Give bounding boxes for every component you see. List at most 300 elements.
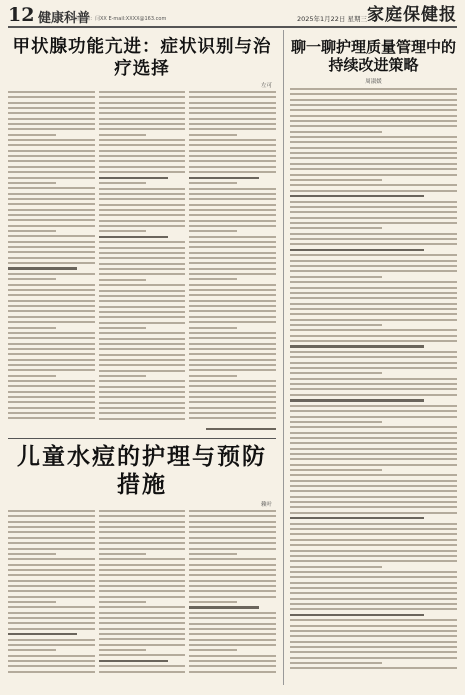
text-line bbox=[290, 254, 457, 256]
text-line bbox=[290, 437, 457, 439]
text-line bbox=[8, 284, 95, 286]
text-line bbox=[189, 193, 276, 195]
text-line bbox=[290, 324, 382, 326]
text-line bbox=[99, 150, 186, 152]
text-line bbox=[290, 388, 457, 390]
subheading-line bbox=[290, 399, 424, 401]
text-line bbox=[99, 311, 186, 313]
text-line bbox=[290, 635, 457, 637]
text-line bbox=[290, 362, 457, 364]
text-line bbox=[290, 512, 457, 514]
text-line bbox=[290, 351, 457, 353]
text-line bbox=[8, 655, 95, 657]
text-line bbox=[189, 155, 276, 157]
text-line bbox=[8, 144, 95, 146]
text-line bbox=[290, 115, 457, 117]
text-line bbox=[189, 198, 276, 200]
text-line bbox=[99, 198, 186, 200]
text-line bbox=[290, 651, 457, 653]
text-line bbox=[290, 485, 457, 487]
text-line bbox=[8, 257, 95, 259]
text-line bbox=[189, 118, 276, 120]
subheading-line bbox=[99, 660, 168, 662]
article-1-col-3 bbox=[189, 91, 276, 423]
text-line bbox=[8, 537, 95, 539]
text-line bbox=[8, 177, 95, 179]
text-line bbox=[290, 571, 457, 573]
text-line bbox=[290, 131, 382, 133]
text-line bbox=[189, 558, 276, 560]
text-line bbox=[99, 343, 186, 345]
text-line bbox=[99, 166, 186, 168]
text-line bbox=[290, 469, 382, 471]
text-line bbox=[8, 230, 56, 232]
text-line bbox=[189, 337, 276, 339]
text-line bbox=[99, 96, 186, 98]
text-line bbox=[99, 268, 186, 270]
text-line bbox=[290, 281, 457, 283]
text-line bbox=[290, 238, 457, 240]
text-line bbox=[8, 622, 95, 624]
text-line bbox=[290, 313, 457, 315]
text-line bbox=[99, 526, 186, 528]
text-line bbox=[8, 310, 95, 312]
text-line bbox=[8, 569, 95, 571]
subheading-line bbox=[290, 517, 424, 519]
text-line bbox=[99, 214, 186, 216]
text-line bbox=[99, 633, 186, 635]
left-column-area bbox=[8, 30, 276, 685]
text-line bbox=[8, 558, 95, 560]
text-line bbox=[189, 655, 276, 657]
text-line bbox=[290, 329, 457, 331]
text-line bbox=[290, 405, 457, 407]
article-2-col-2 bbox=[99, 510, 186, 676]
article-1-col-2 bbox=[99, 91, 186, 423]
text-line bbox=[290, 667, 457, 669]
text-line bbox=[99, 348, 186, 350]
text-line bbox=[99, 375, 147, 377]
text-line bbox=[290, 367, 457, 369]
text-line bbox=[189, 343, 276, 345]
text-line bbox=[189, 332, 276, 334]
text-line bbox=[189, 585, 276, 587]
text-line bbox=[8, 203, 95, 205]
text-line bbox=[99, 590, 186, 592]
text-line bbox=[99, 412, 186, 414]
text-line bbox=[99, 585, 186, 587]
text-line bbox=[8, 171, 95, 173]
text-line bbox=[99, 257, 186, 259]
text-line bbox=[99, 118, 186, 120]
text-line bbox=[8, 214, 95, 216]
text-line bbox=[8, 417, 95, 419]
text-line bbox=[99, 193, 186, 195]
text-line bbox=[290, 163, 457, 165]
text-line bbox=[290, 608, 457, 610]
text-line bbox=[290, 598, 457, 600]
text-line bbox=[189, 417, 276, 419]
text-line bbox=[290, 168, 457, 170]
text-line bbox=[99, 574, 186, 576]
page-number: 12 bbox=[8, 4, 35, 26]
text-line bbox=[189, 665, 276, 667]
text-line bbox=[189, 166, 276, 168]
text-line bbox=[290, 630, 457, 632]
text-line bbox=[290, 657, 457, 659]
subheading-line bbox=[8, 633, 77, 635]
text-line bbox=[8, 396, 95, 398]
text-line bbox=[99, 564, 186, 566]
text-line bbox=[189, 617, 276, 619]
text-line bbox=[290, 372, 382, 374]
text-line bbox=[99, 300, 186, 302]
text-line bbox=[290, 265, 457, 267]
subheading-line bbox=[290, 614, 424, 616]
text-line bbox=[8, 585, 95, 587]
text-line bbox=[290, 93, 457, 95]
text-line bbox=[189, 401, 276, 403]
text-line bbox=[290, 582, 457, 584]
text-line bbox=[99, 638, 186, 640]
text-line bbox=[8, 628, 95, 630]
subheading-line bbox=[189, 606, 258, 608]
text-line bbox=[290, 662, 382, 664]
text-line bbox=[290, 270, 457, 272]
text-line bbox=[99, 553, 147, 555]
text-line bbox=[189, 102, 276, 104]
article-3-title-line-2: 持续改进策略 bbox=[328, 56, 419, 74]
text-line bbox=[99, 654, 186, 656]
text-line bbox=[189, 91, 276, 93]
text-line bbox=[99, 338, 186, 340]
text-line bbox=[8, 412, 95, 414]
text-line bbox=[290, 201, 457, 203]
text-line bbox=[8, 278, 56, 280]
text-line bbox=[99, 284, 186, 286]
text-line bbox=[99, 580, 186, 582]
text-line bbox=[99, 247, 186, 249]
text-line bbox=[99, 327, 147, 329]
text-line bbox=[99, 316, 186, 318]
text-line bbox=[290, 592, 457, 594]
text-line bbox=[8, 353, 95, 355]
text-line bbox=[99, 182, 147, 184]
text-line bbox=[8, 510, 95, 512]
text-line bbox=[99, 225, 186, 227]
text-line bbox=[8, 606, 95, 608]
text-line bbox=[8, 193, 95, 195]
subheading-line bbox=[8, 267, 77, 269]
text-line bbox=[99, 644, 186, 646]
text-line bbox=[99, 91, 186, 93]
text-line bbox=[8, 639, 95, 641]
text-line bbox=[290, 184, 457, 186]
text-line bbox=[189, 214, 276, 216]
text-line bbox=[290, 276, 382, 278]
text-line bbox=[8, 526, 95, 528]
text-line bbox=[290, 227, 382, 229]
text-line bbox=[290, 319, 457, 321]
text-line bbox=[290, 496, 457, 498]
text-line bbox=[99, 628, 186, 630]
text-line bbox=[290, 523, 457, 525]
text-line bbox=[99, 569, 186, 571]
article-1-byline: 左可 bbox=[260, 83, 272, 89]
text-line bbox=[189, 230, 237, 232]
text-line bbox=[290, 464, 457, 466]
text-line bbox=[189, 526, 276, 528]
text-line bbox=[189, 380, 276, 382]
text-line bbox=[99, 112, 186, 114]
text-line bbox=[189, 182, 237, 184]
text-line bbox=[189, 601, 237, 603]
text-line bbox=[8, 327, 56, 329]
text-line bbox=[290, 297, 457, 299]
text-line bbox=[8, 294, 95, 296]
text-line bbox=[8, 219, 95, 221]
text-line bbox=[99, 665, 186, 667]
text-line bbox=[189, 160, 276, 162]
text-line bbox=[189, 294, 276, 296]
text-line bbox=[290, 619, 457, 621]
text-line bbox=[8, 564, 95, 566]
text-line bbox=[290, 533, 457, 535]
text-line bbox=[8, 134, 56, 136]
text-line bbox=[8, 385, 95, 387]
text-line bbox=[189, 321, 276, 323]
text-line bbox=[189, 150, 276, 152]
text-line bbox=[99, 601, 147, 603]
text-line bbox=[189, 569, 276, 571]
text-line bbox=[99, 396, 186, 398]
text-line bbox=[8, 364, 95, 366]
text-line bbox=[8, 155, 95, 157]
text-line bbox=[99, 606, 186, 608]
text-line bbox=[8, 187, 95, 189]
text-line bbox=[8, 107, 95, 109]
text-line bbox=[99, 649, 147, 651]
text-line bbox=[99, 617, 186, 619]
text-line bbox=[99, 128, 186, 130]
text-line bbox=[189, 123, 276, 125]
text-line bbox=[99, 402, 186, 404]
text-line bbox=[8, 182, 56, 184]
text-line bbox=[290, 120, 457, 122]
text-line bbox=[99, 252, 186, 254]
text-line bbox=[8, 262, 95, 264]
text-line bbox=[290, 474, 457, 476]
article-2-title: 儿童水痘的护理与预防措施 bbox=[17, 443, 267, 499]
text-line bbox=[290, 603, 457, 605]
text-line bbox=[99, 230, 147, 232]
text-line bbox=[99, 542, 186, 544]
article-1-footnote bbox=[8, 426, 276, 432]
text-line bbox=[290, 152, 457, 154]
text-line bbox=[290, 448, 457, 450]
text-line bbox=[8, 660, 95, 662]
text-line bbox=[290, 544, 457, 546]
text-line bbox=[189, 671, 276, 673]
text-line bbox=[99, 306, 186, 308]
text-line bbox=[189, 144, 276, 146]
text-line bbox=[8, 521, 95, 523]
text-line bbox=[189, 112, 276, 114]
text-line bbox=[99, 354, 186, 356]
text-line bbox=[290, 109, 457, 111]
text-line bbox=[8, 160, 95, 162]
text-line bbox=[189, 359, 276, 361]
text-line bbox=[8, 612, 95, 614]
text-line bbox=[99, 359, 186, 361]
text-line bbox=[8, 348, 95, 350]
text-line bbox=[8, 596, 95, 598]
text-line bbox=[290, 383, 457, 385]
text-line bbox=[99, 364, 186, 366]
text-line bbox=[189, 396, 276, 398]
text-line bbox=[290, 356, 457, 358]
right-column-area bbox=[283, 30, 457, 685]
text-line bbox=[99, 139, 186, 141]
text-line bbox=[290, 99, 457, 101]
text-line bbox=[8, 273, 95, 275]
text-line bbox=[189, 268, 276, 270]
text-line bbox=[290, 641, 457, 643]
text-line bbox=[99, 102, 186, 104]
text-line bbox=[8, 574, 95, 576]
text-line bbox=[189, 300, 276, 302]
text-line bbox=[290, 217, 457, 219]
text-line bbox=[189, 188, 276, 190]
text-line bbox=[189, 407, 276, 409]
text-line bbox=[290, 104, 457, 106]
text-line bbox=[290, 539, 457, 541]
text-line bbox=[189, 241, 276, 243]
text-line bbox=[189, 284, 276, 286]
text-line bbox=[8, 515, 95, 517]
text-line bbox=[189, 391, 276, 393]
text-line bbox=[99, 332, 186, 334]
text-line bbox=[290, 233, 457, 235]
text-line bbox=[189, 590, 276, 592]
text-line bbox=[99, 612, 186, 614]
text-line bbox=[290, 136, 457, 138]
subheading-line bbox=[189, 177, 258, 179]
text-line bbox=[8, 590, 95, 592]
text-line bbox=[189, 252, 276, 254]
text-line bbox=[99, 386, 186, 388]
text-line bbox=[189, 375, 237, 377]
text-line bbox=[8, 369, 95, 371]
text-line bbox=[8, 407, 95, 409]
text-line bbox=[189, 580, 276, 582]
text-line bbox=[8, 332, 95, 334]
text-line bbox=[8, 128, 95, 130]
text-line bbox=[8, 380, 95, 382]
text-line bbox=[189, 128, 276, 130]
text-line bbox=[8, 209, 95, 211]
text-line bbox=[290, 646, 457, 648]
text-line bbox=[99, 558, 186, 560]
text-line bbox=[99, 622, 186, 624]
text-line bbox=[8, 166, 95, 168]
subheading-line bbox=[99, 177, 168, 179]
text-line bbox=[8, 531, 95, 533]
text-line bbox=[8, 649, 56, 651]
text-line bbox=[189, 644, 276, 646]
text-line bbox=[189, 305, 276, 307]
text-line bbox=[99, 279, 147, 281]
text-line bbox=[189, 204, 276, 206]
text-line bbox=[290, 308, 457, 310]
text-line bbox=[189, 548, 276, 550]
text-line bbox=[189, 628, 276, 630]
text-line bbox=[99, 391, 186, 393]
text-line bbox=[99, 418, 186, 420]
article-1-col-1 bbox=[8, 91, 95, 423]
text-line bbox=[189, 327, 237, 329]
text-line bbox=[189, 246, 276, 248]
text-line bbox=[189, 209, 276, 211]
text-line bbox=[8, 139, 95, 141]
text-line bbox=[290, 125, 457, 127]
text-line bbox=[290, 287, 457, 289]
text-line bbox=[189, 515, 276, 517]
text-line bbox=[99, 531, 186, 533]
text-line bbox=[189, 225, 276, 227]
text-line bbox=[189, 273, 276, 275]
text-line bbox=[290, 190, 457, 192]
text-line bbox=[290, 458, 457, 460]
text-line bbox=[8, 246, 95, 248]
text-line bbox=[290, 442, 457, 444]
text-line bbox=[290, 501, 457, 503]
text-line bbox=[8, 321, 95, 323]
text-line bbox=[290, 625, 457, 627]
text-line bbox=[8, 391, 95, 393]
masthead bbox=[8, 4, 457, 28]
text-line bbox=[8, 225, 95, 227]
text-line bbox=[189, 649, 237, 651]
text-line bbox=[8, 601, 56, 603]
text-line bbox=[189, 369, 276, 371]
text-line bbox=[189, 364, 276, 366]
text-line bbox=[99, 370, 186, 372]
text-line bbox=[290, 211, 457, 213]
text-line bbox=[8, 251, 95, 253]
section-name: 健康科普 bbox=[38, 11, 91, 26]
text-line bbox=[189, 310, 276, 312]
text-line bbox=[99, 171, 186, 173]
text-line bbox=[189, 171, 276, 173]
text-line bbox=[189, 412, 276, 414]
text-line bbox=[189, 262, 276, 264]
text-line bbox=[290, 550, 457, 552]
text-line bbox=[189, 236, 276, 238]
text-line bbox=[290, 378, 457, 380]
text-line bbox=[8, 401, 95, 403]
text-line bbox=[8, 375, 56, 377]
text-line bbox=[290, 421, 382, 423]
text-line bbox=[189, 510, 276, 512]
text-line bbox=[189, 96, 276, 98]
editor-info: 责任编辑：闫XX E-mail:XXXX@163.com bbox=[70, 16, 167, 22]
text-line bbox=[99, 671, 186, 673]
text-line bbox=[290, 432, 457, 434]
text-line bbox=[189, 385, 276, 387]
text-line bbox=[290, 88, 457, 90]
text-line bbox=[290, 243, 457, 245]
